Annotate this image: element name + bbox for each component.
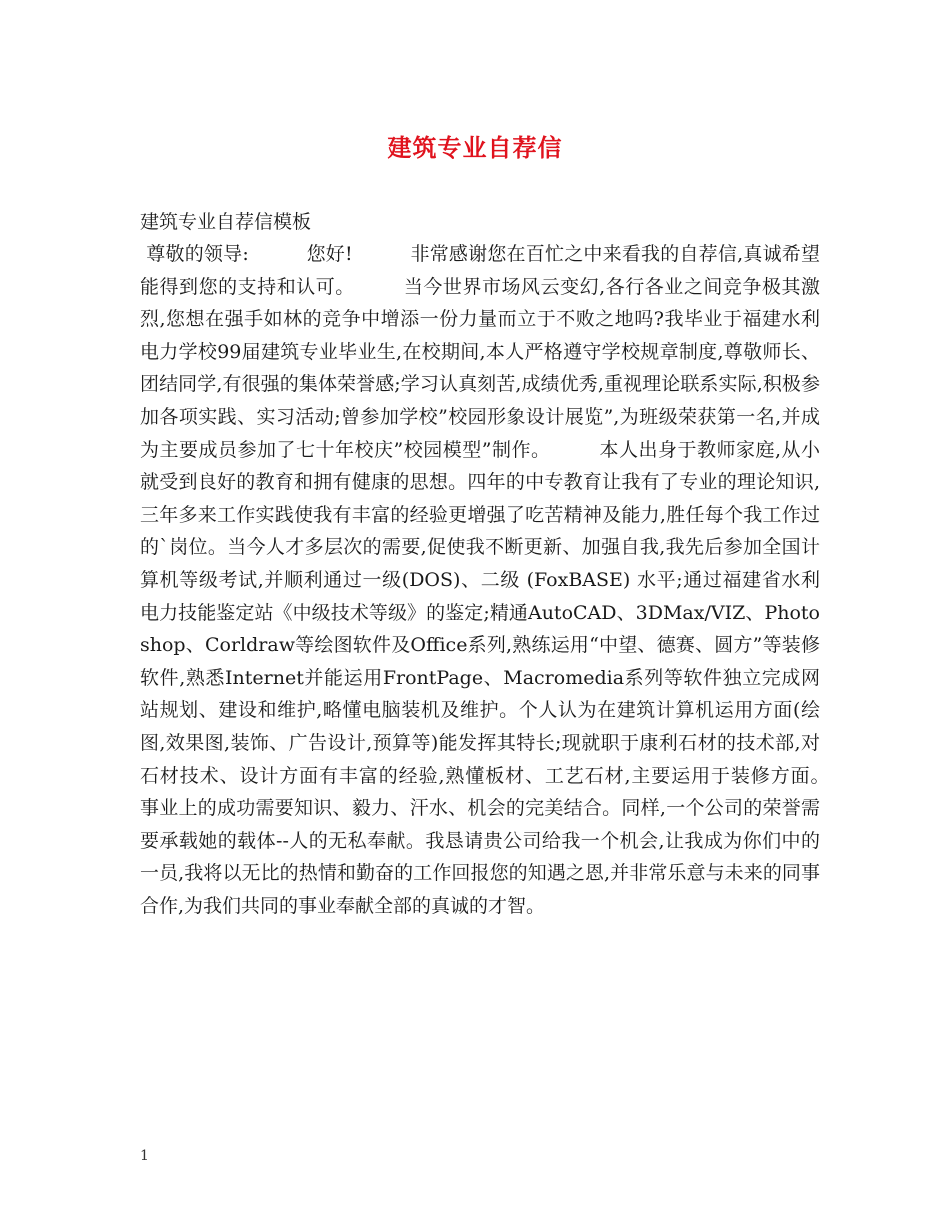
document-subtitle: 建筑专业自荐信模板 (140, 211, 312, 233)
document-title: 建筑专业自荐信 (387, 133, 563, 162)
page-number: 1 (140, 1148, 149, 1164)
document-body: 尊敬的领导: 您好! 非常感谢您在百忙之中来看我的自荐信,真诚希望能得到您的支持和认可。 当今世界市场风云变幻,各行各业之间竞争极其激烈,您想在强手如林的竞争中增添一份力量而立于不败之地吗?我毕业于福建水利电力学校99届建筑专业毕业生,在校期间,本人严格遵守学校规章制度,尊敬师长、团结同学,有很强的集体荣誉感;学习认真刻苦,成绩优秀,重视理论联系实际,积极参加各项实践、实习活动;曾参加学校”校园形象设计展览”,为班级荣获第一名,并成为主要成员参加了七十年校庆”校园模型”制作。 本人出身于教师家庭,从小就受到良好的教育和拥有健康的思想。四年的中专教育让我有了专业的理论知识,三年多来工作实践使我有丰富的经验更增强了吃苦精神及能力,胜任每个我工作过的`岗位。当今人才多层次的需要,促使我不断更新、加强自我,我先后参加全国计算机等级考试,并顺利通过一级(DOS)、二级 (FoxBASE) 水平;通过福建省水利电力技能鉴定站《中级技术等级》的鉴定;精通AutoCAD、3DMax/VIZ、Photoshop、Corldraw等绘图软件及Office系列,熟练运用“中望、德赛、圆方”等装修软件,熟悉Internet并能运用FrontPage、Macromedia系列等软件独立完成网站规划、建设和维护,略懂电脑装机及维护。个人认为在建筑计算机运用方面(绘图,效果图,装饰、广告设计,预算等)能发挥其特长;现就职于康利石材的技术部,对石材技术、设计方面有丰富的经验,熟懂板材、工艺石材,主要运用于装修方面。 事业上的成功需要知识、毅力、汗水、机会的完美结合。同样,一个公司的荣誉需要承载她的载体--人的无私奉献。我恳请贵公司给我一个机会,让我成为你们中的一员,我将以无比的热情和勤奋的工作回报您的知遇之恩,并非常乐意与未来的同事合作,为我们共同的事业奉献全部的真诚的才智。 (140, 243, 878, 917)
